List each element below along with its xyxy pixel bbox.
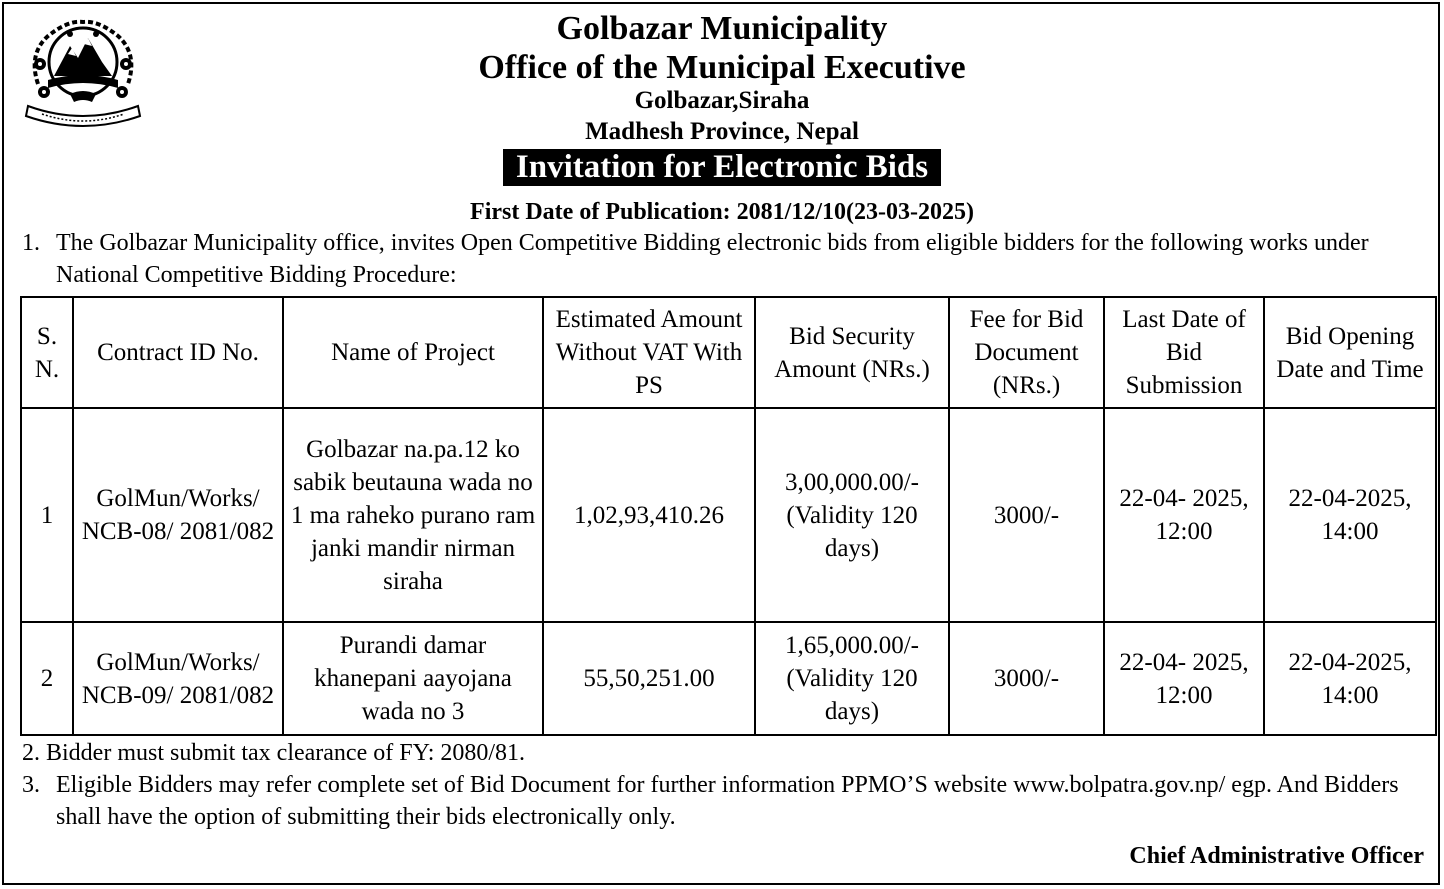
clause-number: 2. xyxy=(22,740,40,766)
bid-table xyxy=(20,296,1437,736)
clause-2 xyxy=(22,737,1432,769)
clause-number: 3. xyxy=(22,772,40,798)
clause-number: 1. xyxy=(22,230,40,256)
col-header-sn: S. N. xyxy=(21,297,73,408)
notice-title: Invitation for Electronic Bids xyxy=(503,149,941,186)
office-location: Golbazar,Siraha xyxy=(634,87,810,114)
municipality-name: Golbazar Municipality xyxy=(556,10,888,47)
office-name: Office of the Municipal Executive xyxy=(478,49,966,86)
col-header-contract-id: Contract ID No. xyxy=(73,297,283,408)
publication-date: First Date of Publication: 2081/12/10(23-03-2025) xyxy=(470,199,974,225)
cell-project-name: Purandi damar khanepani aayojana wada no 3 xyxy=(283,622,543,735)
table-row xyxy=(21,622,1436,735)
clause-3 xyxy=(22,769,1432,833)
clause-text: Bidder must submit tax clearance of FY: 2080/81. xyxy=(46,740,526,766)
table-header-row xyxy=(21,297,1436,408)
col-header-bid-security: Bid Security Amount (NRs.) xyxy=(755,297,949,408)
cell-bid-security: 1,65,000.00/- (Validity 120 days) xyxy=(755,622,949,735)
cell-project-name: Golbazar na.pa.12 ko sabik beutauna wada no 1 ma raheko purano ram janki mandir nirman siraha xyxy=(283,408,543,622)
cell-sn: 2 xyxy=(21,622,73,735)
col-header-estimated-amount: Estimated Amount Without VAT With PS xyxy=(543,297,755,408)
cell-estimated-amount: 55,50,251.00 xyxy=(543,622,755,735)
cell-sn: 1 xyxy=(21,408,73,622)
cell-opening-date: 22-04-2025, 14:00 xyxy=(1264,622,1436,735)
cell-contract-id: GolMun/Works/ NCB-08/ 2081/082 xyxy=(73,408,283,622)
table-row xyxy=(21,408,1436,622)
cell-submission-date: 22-04- 2025, 12:00 xyxy=(1104,622,1264,735)
col-header-document-fee: Fee for Bid Document (NRs.) xyxy=(949,297,1104,408)
clause-1 xyxy=(22,227,1432,291)
cell-document-fee: 3000/- xyxy=(949,622,1104,735)
signatory-title: Chief Administrative Officer xyxy=(1129,843,1424,869)
cell-bid-security: 3,00,000.00/- (Validity 120 days) xyxy=(755,408,949,622)
cell-submission-date: 22-04- 2025, 12:00 xyxy=(1104,408,1264,622)
notice-banner xyxy=(0,149,1444,186)
cell-opening-date: 22-04-2025, 14:00 xyxy=(1264,408,1436,622)
province-country: Madhesh Province, Nepal xyxy=(585,118,859,145)
clause-text: Eligible Bidders may refer complete set of Bid Document for further information PPMO’S website www.bolpatra.gov.np/ egp. And Bidders shall have the option of submitting their bids electronically only. xyxy=(56,772,1399,830)
cell-document-fee: 3000/- xyxy=(949,408,1104,622)
col-header-submission-date: Last Date of Bid Submission xyxy=(1104,297,1264,408)
clause-text: The Golbazar Municipality office, invites Open Competitive Bidding electronic bids from eligible bidders for the following works under National Competitive Bidding Procedure: xyxy=(56,230,1369,288)
col-header-opening-date: Bid Opening Date and Time xyxy=(1264,297,1436,408)
col-header-project-name: Name of Project xyxy=(283,297,543,408)
cell-estimated-amount: 1,02,93,410.26 xyxy=(543,408,755,622)
cell-contract-id: GolMun/Works/ NCB-09/ 2081/082 xyxy=(73,622,283,735)
